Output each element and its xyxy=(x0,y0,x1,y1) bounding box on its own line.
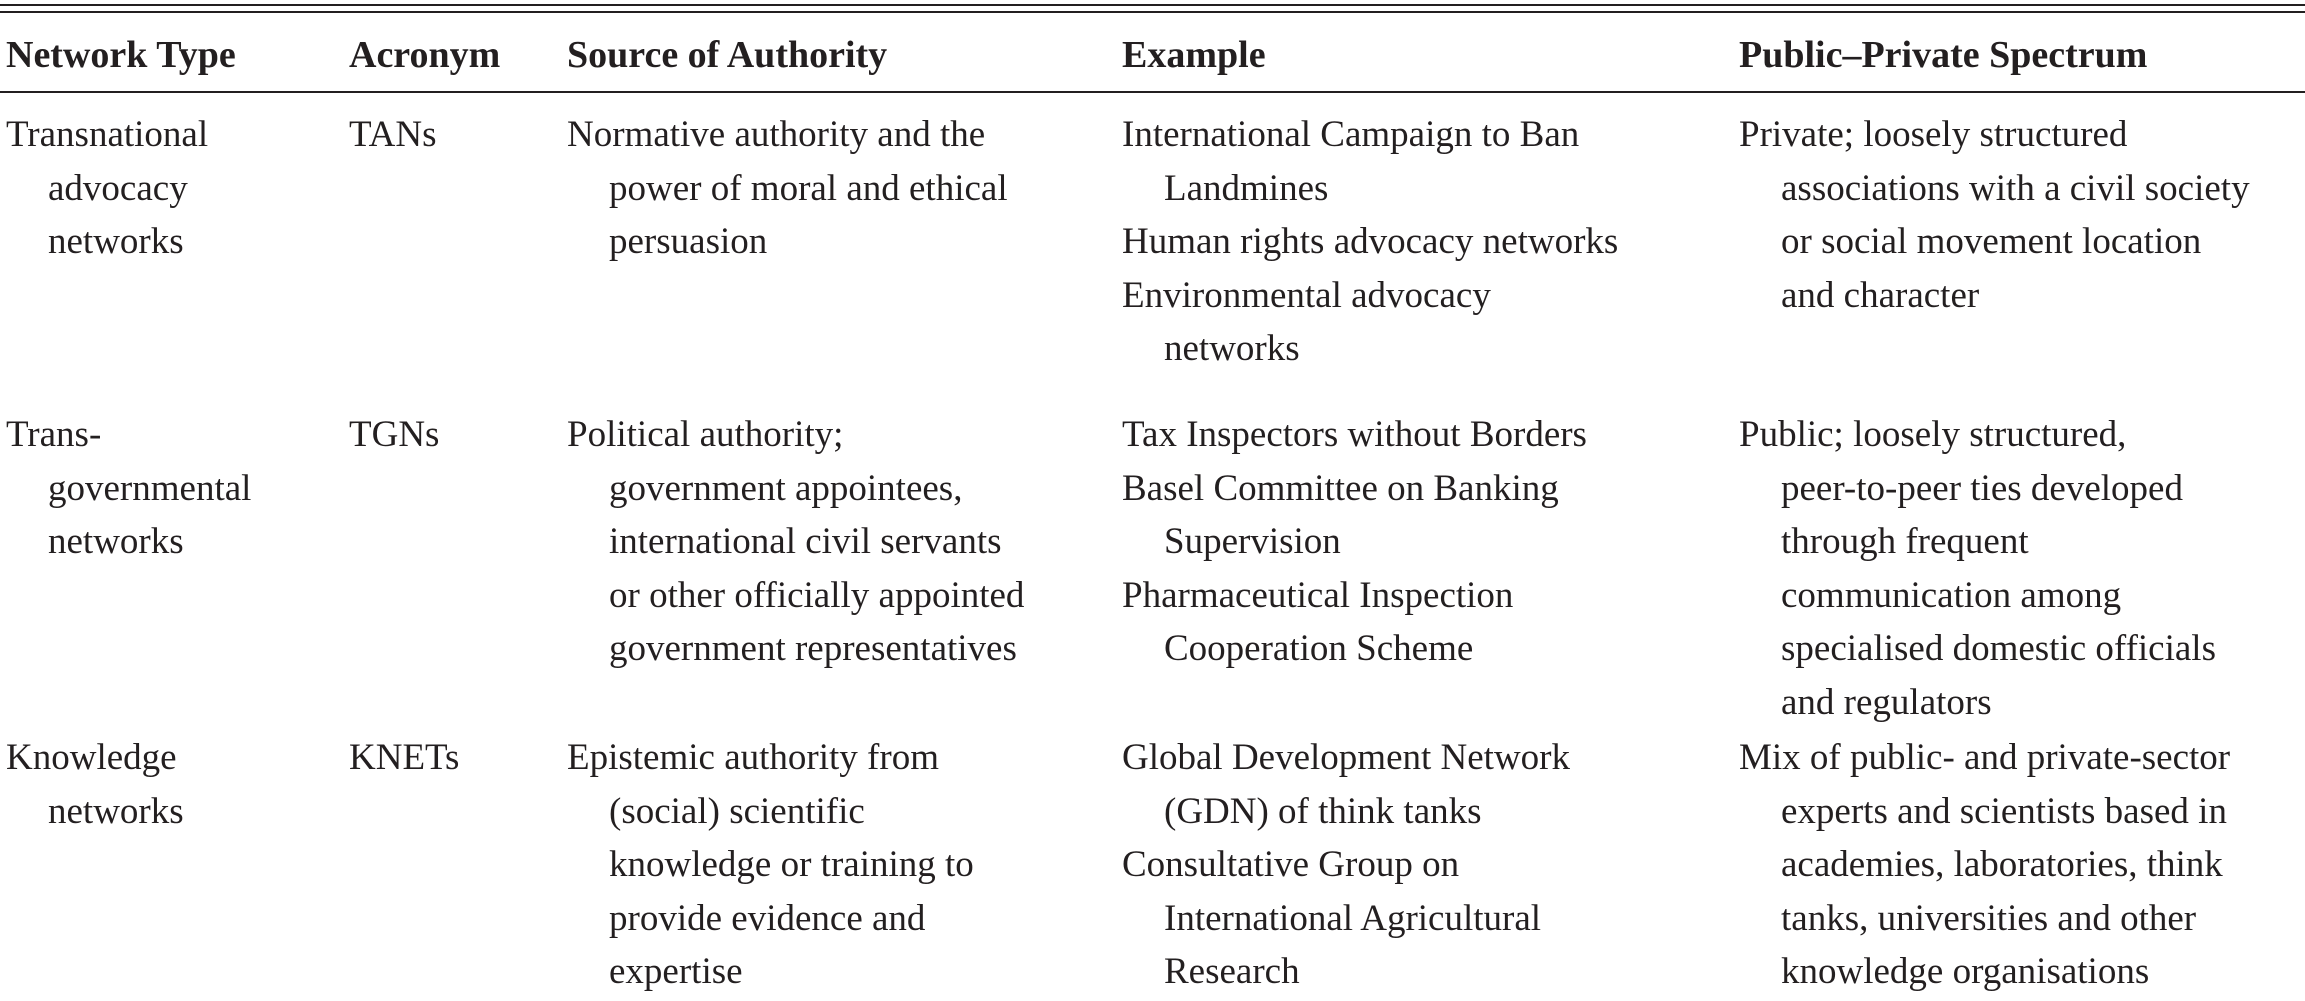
row-knets-network-type xyxy=(6,731,184,838)
row-tans-source-of-authority xyxy=(567,108,1008,269)
cell-line: power of moral and ethical xyxy=(609,167,1008,209)
row-tgns-acronym xyxy=(349,408,439,462)
cell-line: government representatives xyxy=(609,628,1017,669)
cell-line: Consultative Group on xyxy=(1122,844,1460,885)
row-tans-example xyxy=(1122,108,1618,376)
cell-line: persuasion xyxy=(609,221,768,262)
cell-line: Supervision xyxy=(1164,521,1341,562)
row-tgns-example xyxy=(1122,408,1587,676)
cell-line: networks xyxy=(1164,328,1300,369)
cell-line: TANs xyxy=(349,114,437,155)
cell-line: Trans- xyxy=(6,414,102,455)
header-public-private-spectrum: Public–Private Spectrum xyxy=(1739,34,2148,76)
cell-line: Political authority; xyxy=(567,414,844,455)
row-knets-source-of-authority xyxy=(567,731,974,999)
cell-line: Private; loosely structured xyxy=(1739,114,2128,155)
top-rule-outer xyxy=(0,4,2305,6)
cell-line: Landmines xyxy=(1164,167,1329,209)
header-network-type: Network Type xyxy=(6,34,236,76)
top-rule-inner xyxy=(0,11,2305,13)
cell-line: Normative authority and the xyxy=(567,114,986,155)
cell-line: specialised domestic officials xyxy=(1781,628,2216,669)
cell-line: expertise xyxy=(609,951,743,992)
cell-line: experts and scientists based in xyxy=(1781,790,2227,832)
row-knets-example xyxy=(1122,731,1570,999)
row-tans-public-private-spectrum xyxy=(1739,108,2250,322)
cell-line: knowledge organisations xyxy=(1781,951,2150,992)
cell-line: International Campaign to Ban xyxy=(1122,114,1580,155)
row-tgns-network-type xyxy=(6,408,251,569)
row-tans-acronym xyxy=(349,108,436,162)
row-knets-acronym xyxy=(349,731,459,785)
cell-line: networks xyxy=(48,521,184,562)
header-acronym: Acronym xyxy=(349,34,501,76)
cell-line: international civil servants xyxy=(609,521,1002,562)
cell-line: TGNs xyxy=(349,414,440,455)
cell-line: or other officially appointed xyxy=(609,574,1025,616)
cell-line: KNETs xyxy=(349,737,460,778)
cell-line: International Agricultural xyxy=(1164,897,1542,939)
cell-line: Global Development Network xyxy=(1122,737,1570,778)
cell-line: provide evidence and xyxy=(609,897,926,939)
cell-line: Epistemic authority from xyxy=(567,737,939,778)
cell-line: Public; loosely structured, xyxy=(1739,414,2127,455)
cell-line: and regulators xyxy=(1781,681,1992,723)
cell-line: government appointees, xyxy=(609,467,963,509)
cell-line: Mix of public- and private-sector xyxy=(1739,737,2231,778)
cell-line: Pharmaceutical Inspection xyxy=(1122,574,1514,616)
cell-line: (GDN) of think tanks xyxy=(1164,790,1482,832)
cell-line: Cooperation Scheme xyxy=(1164,628,1474,669)
cell-line: academies, laboratories, think xyxy=(1781,844,2223,885)
cell-line: knowledge or training to xyxy=(609,844,974,885)
row-knets-public-private-spectrum xyxy=(1739,731,2230,999)
row-tans-network-type xyxy=(6,108,208,269)
cell-line: Human rights advocacy networks xyxy=(1122,221,1619,262)
cell-line: associations with a civil society xyxy=(1781,167,2250,209)
header-rule xyxy=(0,91,2305,93)
header-example: Example xyxy=(1122,34,1266,76)
cell-line: networks xyxy=(48,221,184,262)
row-tgns-source-of-authority xyxy=(567,408,1024,676)
header-source-of-authority: Source of Authority xyxy=(567,34,888,76)
cell-line: Basel Committee on Banking xyxy=(1122,467,1559,509)
cell-line: tanks, universities and other xyxy=(1781,897,2197,939)
cell-line: (social) scientific xyxy=(609,790,865,832)
cell-line: or social movement location xyxy=(1781,221,2202,262)
cell-line: Knowledge xyxy=(6,737,177,778)
cell-line: Environmental advocacy xyxy=(1122,274,1491,316)
cell-line: and character xyxy=(1781,274,1980,316)
cell-line: networks xyxy=(48,790,184,832)
cell-line: governmental xyxy=(48,467,252,509)
cell-line: peer-to-peer ties developed xyxy=(1781,467,2183,509)
cell-line: Transnational xyxy=(6,114,209,155)
cell-line: communication among xyxy=(1781,574,2122,616)
cell-line: Tax Inspectors without Borders xyxy=(1122,414,1587,455)
cell-line: through frequent xyxy=(1781,521,2029,562)
cell-line: advocacy xyxy=(48,167,188,209)
cell-line: Research xyxy=(1164,951,1300,992)
row-tgns-public-private-spectrum xyxy=(1739,408,2216,729)
